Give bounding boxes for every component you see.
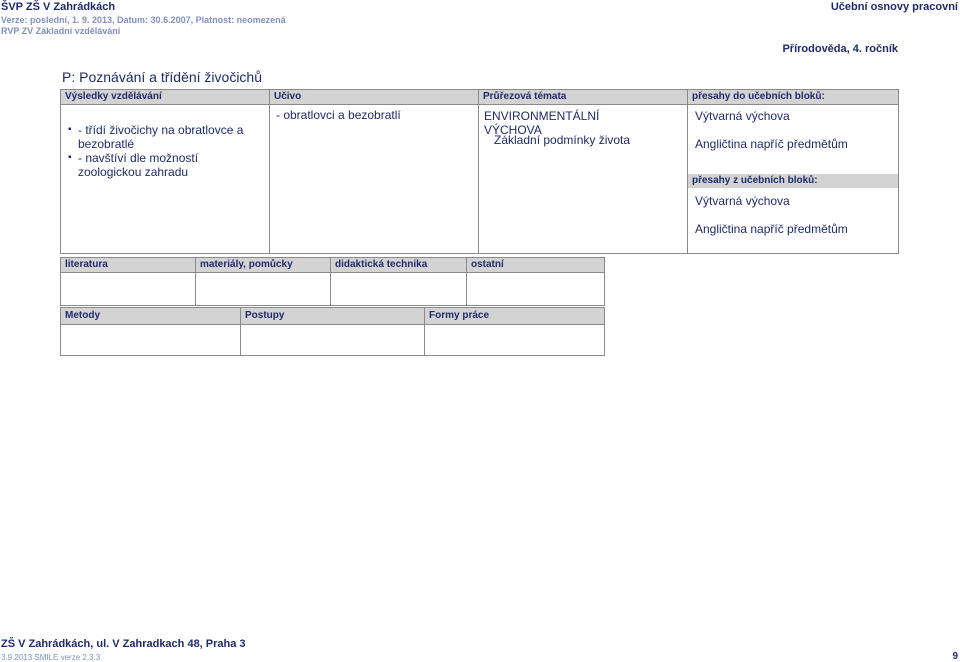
cross-topic-subtopic: Základní podmínky života <box>494 133 631 147</box>
header-curriculum: Učivo <box>270 90 478 104</box>
overlap-from-item: Angličtina napříč předmětům <box>695 222 848 236</box>
header-overlaps-to: přesahy do učebních bloků: <box>688 90 898 104</box>
header-materials: materiály, pomůcky <box>196 258 330 272</box>
version-line: Verze: poslední, 1. 9. 2013, Datum: 30.6.2007, Platnost: neomezená <box>1 15 286 25</box>
bullet-icon: ▪ <box>68 152 72 163</box>
overlaps-from-label: přesahy z učebních bloků: <box>688 174 898 188</box>
curriculum-item: - obratlovci a bezobratlí <box>276 108 401 122</box>
overlap-to-item: Angličtina napříč předmětům <box>695 137 848 151</box>
document-title: ŠVP ZŠ V Zahrádkách <box>1 1 116 13</box>
cross-topic-title: ENVIRONMENTÁLNÍ VÝCHOVA <box>484 109 600 137</box>
footer-school-address: ZŠ V Zahrádkách, ul. V Zahradkach 48, Praha 3 <box>1 638 246 650</box>
header-cross-topics: Průřezová témata <box>479 90 687 104</box>
outcome-item: - třídí živočichy na obratlovce a bezobratlé <box>78 123 244 151</box>
header-didactic-tech: didaktická technika <box>331 258 466 272</box>
header-other: ostatní <box>467 258 604 272</box>
page-number: 9 <box>952 651 958 662</box>
bullet-icon: ▪ <box>68 124 72 135</box>
header-literature: literatura <box>61 258 195 272</box>
document-type: Učební osnovy pracovní <box>830 1 958 13</box>
footer-generator: 3.9.2013 SMILE verze 2.3.3 <box>1 653 101 662</box>
overlap-to-item: Výtvarná výchova <box>695 109 790 123</box>
header-methods: Metody <box>61 308 240 324</box>
header-outcomes: Výsledky vzdělávání <box>61 90 269 104</box>
header-forms: Formy práce <box>425 308 604 324</box>
section-title: P: Poznávání a třídění živočichů <box>62 69 262 85</box>
subject-grade: Přírodověda, 4. ročník <box>782 43 898 55</box>
overlap-from-item: Výtvarná výchova <box>695 194 790 208</box>
outcome-item: - navštíví dle možností zoologickou zahradu <box>78 151 199 179</box>
header-procedures: Postupy <box>241 308 424 324</box>
rvp-line: RVP ZV Základní vzdělávání <box>1 26 121 36</box>
